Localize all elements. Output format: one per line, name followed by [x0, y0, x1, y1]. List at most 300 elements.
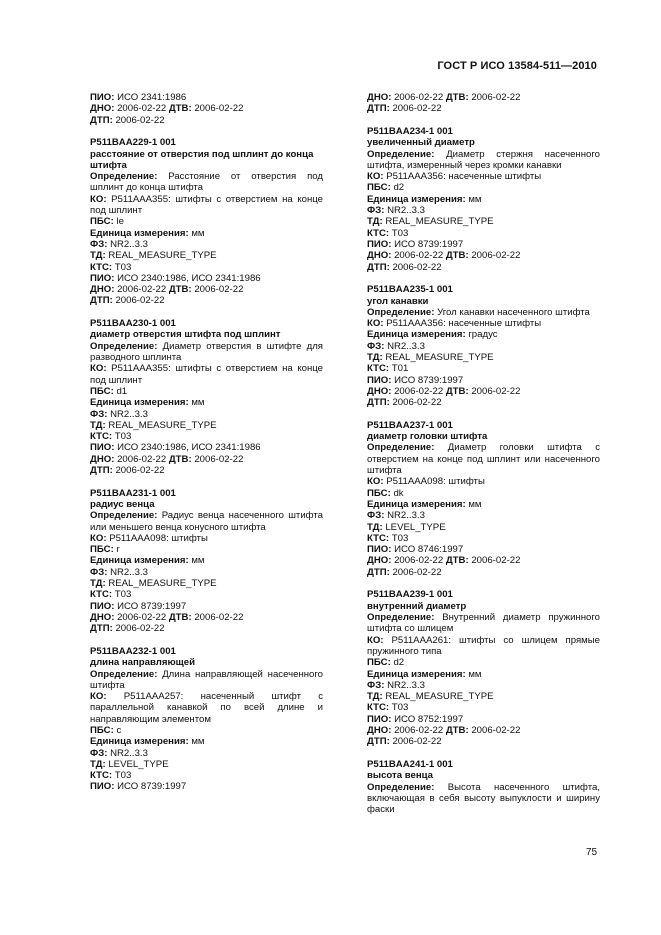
dtp-value: 2006-02-22 [392, 397, 442, 409]
dtv-value: 2006-02-22 [194, 611, 244, 623]
fz-label: ФЗ: [367, 510, 385, 522]
def-label: Определение: [90, 510, 158, 522]
dtv-label: ДТВ: [445, 92, 469, 103]
unit-value: мм [191, 555, 205, 567]
dno-value: 2006-02-22 [117, 284, 167, 296]
pio-value: ИСО 2341:1986 [117, 92, 187, 103]
unit-line [90, 228, 323, 239]
pio-label: ПИО: [367, 238, 392, 250]
unit-value: мм [468, 193, 482, 205]
dtp-value: 2006-02-22 [115, 114, 165, 126]
pio-line [367, 544, 600, 555]
pio-label: ПИО: [367, 713, 392, 725]
definition [367, 782, 600, 816]
entry-230 [90, 318, 323, 476]
td-label: ТД: [367, 521, 383, 533]
ko-label: КО: [90, 363, 107, 375]
kts-label: КТС: [90, 261, 113, 273]
fz-line [90, 567, 323, 578]
kts-line [90, 431, 323, 442]
entry-code: P511BAA237-1 001 [367, 419, 453, 431]
kts-label: КТС: [367, 532, 390, 544]
td-value: REAL_MEASURE_TYPE [385, 691, 494, 703]
kts-line [367, 702, 600, 713]
entry-code: P511BAA229-1 001 [90, 137, 176, 149]
td-value: REAL_MEASURE_TYPE [385, 216, 494, 228]
td-line [367, 352, 600, 363]
page-number: 75 [586, 847, 598, 858]
dno-line [367, 555, 600, 566]
dno-line [90, 103, 323, 114]
ko-line [90, 533, 323, 544]
pbs-label: ПБС: [90, 725, 114, 736]
right-column [367, 92, 600, 827]
pbs-value: le [116, 216, 124, 228]
pio-line [90, 92, 323, 103]
dtp-value: 2006-02-22 [115, 623, 165, 635]
dtp-label: ДТП: [90, 295, 113, 307]
dtp-line [367, 397, 600, 408]
ko-label: КО: [90, 193, 107, 205]
dno-label: ДНО: [367, 725, 392, 736]
dtv-label: ДТВ: [168, 611, 192, 623]
ko-label: КО: [367, 318, 384, 330]
pio-line [90, 273, 323, 284]
dtp-label: ДТП: [367, 566, 390, 578]
entry-term: радиус венца [90, 498, 155, 510]
td-value: REAL_MEASURE_TYPE [108, 250, 217, 262]
unit-label: Единица измерения: [367, 329, 466, 341]
kts-line [367, 228, 600, 239]
td-label: ТД: [90, 419, 106, 431]
td-value: REAL_MEASURE_TYPE [108, 419, 217, 431]
entry-235 [367, 284, 600, 408]
pio-label: ПИО: [367, 544, 392, 556]
td-line [367, 216, 600, 227]
fz-value: NR2..3.3 [387, 679, 425, 691]
dtv-value: 2006-02-22 [194, 453, 244, 465]
dtp-line [90, 295, 323, 306]
definition [90, 510, 323, 533]
fz-label: ФЗ: [90, 408, 108, 420]
definition [90, 171, 323, 194]
dtv-label: ДТВ: [168, 284, 192, 296]
pio-label: ПИО: [90, 442, 115, 454]
dno-label: ДНО: [90, 453, 115, 465]
dtv-label: ДТВ: [168, 103, 192, 115]
fz-line [367, 510, 600, 521]
dtv-value: 2006-02-22 [471, 555, 521, 567]
td-label: ТД: [90, 758, 106, 770]
fz-line [90, 748, 323, 759]
ko-value: P511AAA098: штифты [386, 476, 485, 488]
pbs-value: c [116, 725, 122, 736]
pio-value: ИСО 2340:1986, ИСО 2341:1986 [117, 442, 261, 454]
dtv-value: 2006-02-22 [471, 725, 521, 736]
def-label: Определение: [367, 781, 435, 793]
unit-label: Единица измерения: [90, 227, 189, 239]
def-label: Определение: [90, 340, 158, 352]
pbs-label: ПБС: [367, 657, 391, 669]
ko-value: P511AAA261: штифты со шлицем прямые пружинного типа [367, 634, 600, 657]
td-label: ТД: [90, 578, 106, 590]
kts-value: T01 [391, 363, 409, 375]
pbs-value: d2 [393, 182, 405, 194]
dno-line [367, 250, 600, 261]
unit-label: Единица измерения: [367, 498, 466, 510]
dtp-line [367, 103, 600, 114]
unit-line [367, 329, 600, 340]
unit-label: Единица измерения: [90, 736, 189, 748]
td-line [90, 578, 323, 589]
entry-241 [367, 759, 600, 815]
def-value: Угол канавки насеченного штифта [437, 306, 590, 318]
fz-value: NR2..3.3 [110, 566, 148, 578]
unit-line [367, 194, 600, 205]
fz-line [367, 341, 600, 352]
continued-entry [90, 92, 323, 126]
td-label: ТД: [367, 352, 383, 364]
pio-line [367, 375, 600, 386]
entry-code: P511BAA239-1 001 [367, 589, 453, 601]
dno-label: ДНО: [90, 611, 115, 623]
dtv-label: ДТВ: [445, 725, 469, 736]
ko-value: P511AAA356: насеченные штифты [386, 318, 542, 330]
ko-value: P511AAA355: штифты с отверстием на конце под шплинт [90, 363, 323, 386]
pbs-value: r [116, 544, 120, 556]
fz-label: ФЗ: [90, 747, 108, 759]
pio-label: ПИО: [90, 272, 115, 284]
dtp-label: ДТП: [367, 397, 390, 409]
pio-label: ПИО: [90, 92, 115, 103]
def-label: Определение: [367, 148, 435, 160]
entry-232 [90, 646, 323, 793]
fz-value: NR2..3.3 [110, 238, 148, 250]
pio-label: ПИО: [367, 374, 392, 386]
unit-value: мм [191, 227, 205, 239]
unit-value: мм [468, 498, 482, 510]
dno-line [90, 612, 323, 623]
entry-code: P511BAA232-1 001 [90, 645, 176, 657]
def-label: Определение: [367, 442, 435, 454]
ko-value: P511AAA257: насеченный штифт с параллельной канавкой по всей длине и направляющим элементом [90, 691, 324, 725]
unit-line [90, 555, 323, 566]
dno-value: 2006-02-22 [394, 555, 444, 567]
kts-label: КТС: [367, 227, 390, 239]
dno-label: ДНО: [367, 555, 392, 567]
dtp-line [90, 115, 323, 126]
ko-value: P511AAA356: насеченные штифты [386, 171, 542, 183]
definition [367, 442, 600, 476]
pbs-line [90, 216, 323, 227]
pbs-value: dk [393, 487, 404, 499]
td-label: ТД: [90, 250, 106, 262]
definition [367, 612, 600, 635]
entry-term: увеличенный диаметр [367, 137, 475, 149]
unit-line [90, 397, 323, 408]
pio-value: ИСО 8739:1997 [117, 781, 187, 793]
unit-value: мм [191, 736, 205, 748]
entry-code: P511BAA230-1 001 [90, 318, 176, 330]
ko-line [90, 194, 323, 217]
dtp-label: ДТП: [90, 464, 113, 476]
fz-label: ФЗ: [367, 340, 385, 352]
kts-value: T03 [391, 702, 409, 714]
ko-line [367, 476, 600, 487]
entry-term: расстояние от отверстия под шплинт до конца штифта [90, 148, 314, 171]
definition [90, 669, 323, 692]
unit-value: мм [468, 668, 482, 680]
dtp-value: 2006-02-22 [115, 464, 165, 476]
dno-label: ДНО: [367, 250, 392, 262]
entry-237 [367, 420, 600, 578]
ko-label: КО: [90, 532, 107, 544]
fz-line [367, 680, 600, 691]
ko-line [90, 363, 323, 386]
def-value: Диаметр головки штифта с отверстием на конце под шплинт или насеченного штифта [367, 442, 600, 477]
ko-label: КО: [367, 634, 384, 646]
kts-value: T03 [114, 589, 132, 601]
entry-term: длина направляющей [90, 657, 195, 669]
ko-label: КО: [90, 691, 107, 703]
kts-label: КТС: [90, 589, 113, 601]
pbs-label: ПБС: [90, 216, 114, 228]
td-value: REAL_MEASURE_TYPE [108, 578, 217, 590]
pio-line [90, 601, 323, 612]
dno-line [367, 92, 600, 103]
td-line [90, 759, 323, 770]
dtv-label: ДТВ: [445, 385, 469, 397]
kts-value: T03 [391, 532, 409, 544]
kts-value: T03 [114, 770, 132, 782]
dno-line [90, 284, 323, 295]
entry-term: высота венца [367, 770, 433, 782]
fz-line [367, 205, 600, 216]
def-label: Определение: [90, 668, 158, 680]
fz-label: ФЗ: [90, 566, 108, 578]
ko-line [367, 635, 600, 658]
dtp-label: ДТП: [90, 114, 113, 126]
ko-label: КО: [367, 171, 384, 183]
def-value: Диаметр стержня насеченного штифта, измеренный через кромки канавки [367, 148, 600, 171]
pio-value: ИСО 2340:1986, ИСО 2341:1986 [117, 272, 261, 284]
dtp-line [367, 262, 600, 273]
pbs-value: d2 [393, 657, 405, 669]
pbs-line [367, 182, 600, 193]
pbs-label: ПБС: [90, 544, 114, 556]
kts-value: T03 [391, 227, 409, 239]
pio-value: ИСО 8739:1997 [394, 238, 464, 250]
td-label: ТД: [367, 216, 383, 228]
td-value: REAL_MEASURE_TYPE [385, 352, 494, 364]
dtp-label: ДТП: [90, 623, 113, 635]
dtp-value: 2006-02-22 [392, 566, 442, 578]
unit-value: градус [468, 329, 498, 341]
entry-234 [367, 126, 600, 273]
kts-label: КТС: [90, 770, 113, 782]
pio-line [90, 442, 323, 453]
dno-value: 2006-02-22 [394, 725, 444, 736]
dtv-label: ДТВ: [445, 250, 469, 262]
kts-line [90, 770, 323, 781]
def-value: Внутренний диаметр пружинного штифта со шлицем [367, 612, 600, 635]
entry-code: P511BAA234-1 001 [367, 125, 453, 137]
kts-line [90, 262, 323, 273]
entry-code: P511BAA235-1 001 [367, 284, 453, 296]
dtp-line [90, 465, 323, 476]
dno-line [367, 725, 600, 736]
ko-line [90, 691, 323, 725]
pbs-label: ПБС: [90, 385, 114, 397]
pbs-line [367, 488, 600, 499]
kts-value: T03 [114, 261, 132, 273]
dno-value: 2006-02-22 [117, 103, 167, 115]
fz-value: NR2..3.3 [110, 747, 148, 759]
fz-value: NR2..3.3 [387, 205, 425, 217]
definition [367, 307, 600, 318]
td-value: LEVEL_TYPE [108, 758, 169, 770]
pbs-line [90, 386, 323, 397]
entry-239 [367, 589, 600, 747]
entry-code: P511BAA241-1 001 [367, 758, 453, 770]
entry-term: диаметр отверстия штифта под шплинт [90, 329, 281, 341]
dtv-value: 2006-02-22 [194, 103, 244, 115]
entry-term: внутренний диаметр [367, 600, 467, 612]
entry-code: P511BAA231-1 001 [90, 487, 176, 499]
dtv-value: 2006-02-22 [194, 284, 244, 296]
td-line [90, 250, 323, 261]
entry-term: диаметр головки штифта [367, 431, 488, 443]
kts-label: КТС: [367, 363, 390, 375]
pio-line [367, 714, 600, 725]
pbs-line [90, 725, 323, 736]
dtv-value: 2006-02-22 [471, 250, 521, 262]
unit-label: Единица измерения: [90, 397, 189, 409]
ko-line [367, 171, 600, 182]
def-value: Расстояние от отверстия под шплинт до конца штифта [90, 171, 323, 194]
dno-line [367, 386, 600, 397]
kts-label: КТС: [367, 702, 390, 714]
ko-line [367, 318, 600, 329]
dtv-label: ДТВ: [168, 453, 192, 465]
unit-value: мм [191, 397, 205, 409]
fz-label: ФЗ: [367, 205, 385, 217]
entry-229 [90, 137, 323, 306]
kts-value: T03 [114, 431, 132, 443]
dtv-label: ДТВ: [445, 555, 469, 567]
def-value: Высота насеченного штифта, включающая в себя высоту выпуклости и ширину фаски [367, 781, 600, 816]
pbs-label: ПБС: [367, 487, 391, 499]
def-label: Определение: [90, 171, 158, 183]
pio-value: ИСО 8739:1997 [394, 374, 464, 386]
pio-label: ПИО: [90, 600, 115, 612]
dno-value: 2006-02-22 [394, 250, 444, 262]
td-line [90, 420, 323, 431]
fz-line [90, 239, 323, 250]
dtp-label: ДТП: [367, 736, 390, 748]
left-column [90, 92, 323, 804]
dno-value: 2006-02-22 [394, 92, 444, 103]
pio-value: ИСО 8739:1997 [117, 600, 187, 612]
dno-label: ДНО: [367, 385, 392, 397]
dtv-value: 2006-02-22 [471, 385, 521, 397]
dno-value: 2006-02-22 [117, 611, 167, 623]
fz-value: NR2..3.3 [387, 340, 425, 352]
def-value: Радиус венца насеченного штифта или меньшего венца конусного штифта [90, 510, 323, 533]
pbs-line [90, 544, 323, 555]
pbs-label: ПБС: [367, 182, 391, 194]
dtp-line [90, 623, 323, 634]
dtp-line [367, 567, 600, 578]
definition [367, 149, 600, 172]
unit-label: Единица измерения: [367, 668, 466, 680]
def-label: Определение: [367, 306, 435, 318]
dtp-value: 2006-02-22 [115, 295, 165, 307]
ko-value: P511AAA355: штифты с отверстием на конце под шплинт [90, 193, 323, 217]
dtp-value: 2006-02-22 [392, 103, 442, 115]
pio-label: ПИО: [90, 781, 115, 793]
fz-label: ФЗ: [90, 238, 108, 250]
dno-label: ДНО: [90, 284, 115, 296]
fz-value: NR2..3.3 [387, 510, 425, 522]
dtp-label: ДТП: [367, 103, 390, 115]
unit-label: Единица измерения: [367, 193, 466, 205]
dtp-label: ДТП: [367, 261, 390, 273]
pio-value: ИСО 8746:1997 [394, 544, 464, 556]
dno-value: 2006-02-22 [394, 385, 444, 397]
dno-value: 2006-02-22 [117, 453, 167, 465]
definition [90, 341, 323, 364]
td-line [367, 522, 600, 533]
def-value: Диаметр отверстия в штифте для разводного шплинта [90, 340, 323, 364]
td-line [367, 691, 600, 702]
entry-term: угол канавки [367, 295, 429, 307]
entry-231 [90, 488, 323, 635]
td-label: ТД: [367, 691, 383, 703]
pbs-value: d1 [116, 385, 128, 397]
pio-value: ИСО 8752:1997 [394, 713, 464, 725]
pio-line [367, 239, 600, 250]
fz-label: ФЗ: [367, 679, 385, 691]
kts-line [367, 363, 600, 374]
unit-line [90, 736, 323, 747]
def-value: Длина направляющей насеченного штифта [90, 668, 323, 691]
def-label: Определение: [367, 612, 435, 624]
fz-line [90, 409, 323, 420]
unit-line [367, 669, 600, 680]
dno-line [90, 454, 323, 465]
fz-value: NR2..3.3 [110, 408, 148, 420]
kts-line [367, 533, 600, 544]
unit-label: Единица измерения: [90, 555, 189, 567]
ko-value: P511AAA098: штифты [109, 532, 208, 544]
dtv-value: 2006-02-22 [471, 92, 521, 103]
dtp-value: 2006-02-22 [392, 736, 442, 748]
unit-line [367, 499, 600, 510]
pbs-line [367, 657, 600, 668]
continued-entry [367, 92, 600, 115]
ko-label: КО: [367, 476, 384, 488]
dno-label: ДНО: [367, 92, 392, 103]
kts-line [90, 589, 323, 600]
td-value: LEVEL_TYPE [385, 521, 446, 533]
dno-label: ДНО: [90, 103, 115, 115]
dtp-line [367, 736, 600, 747]
kts-label: КТС: [90, 431, 113, 443]
dtp-value: 2006-02-22 [392, 261, 442, 273]
document-header: ГОСТ Р ИСО 13584-511—2010 [437, 60, 597, 72]
pio-line [90, 781, 323, 792]
